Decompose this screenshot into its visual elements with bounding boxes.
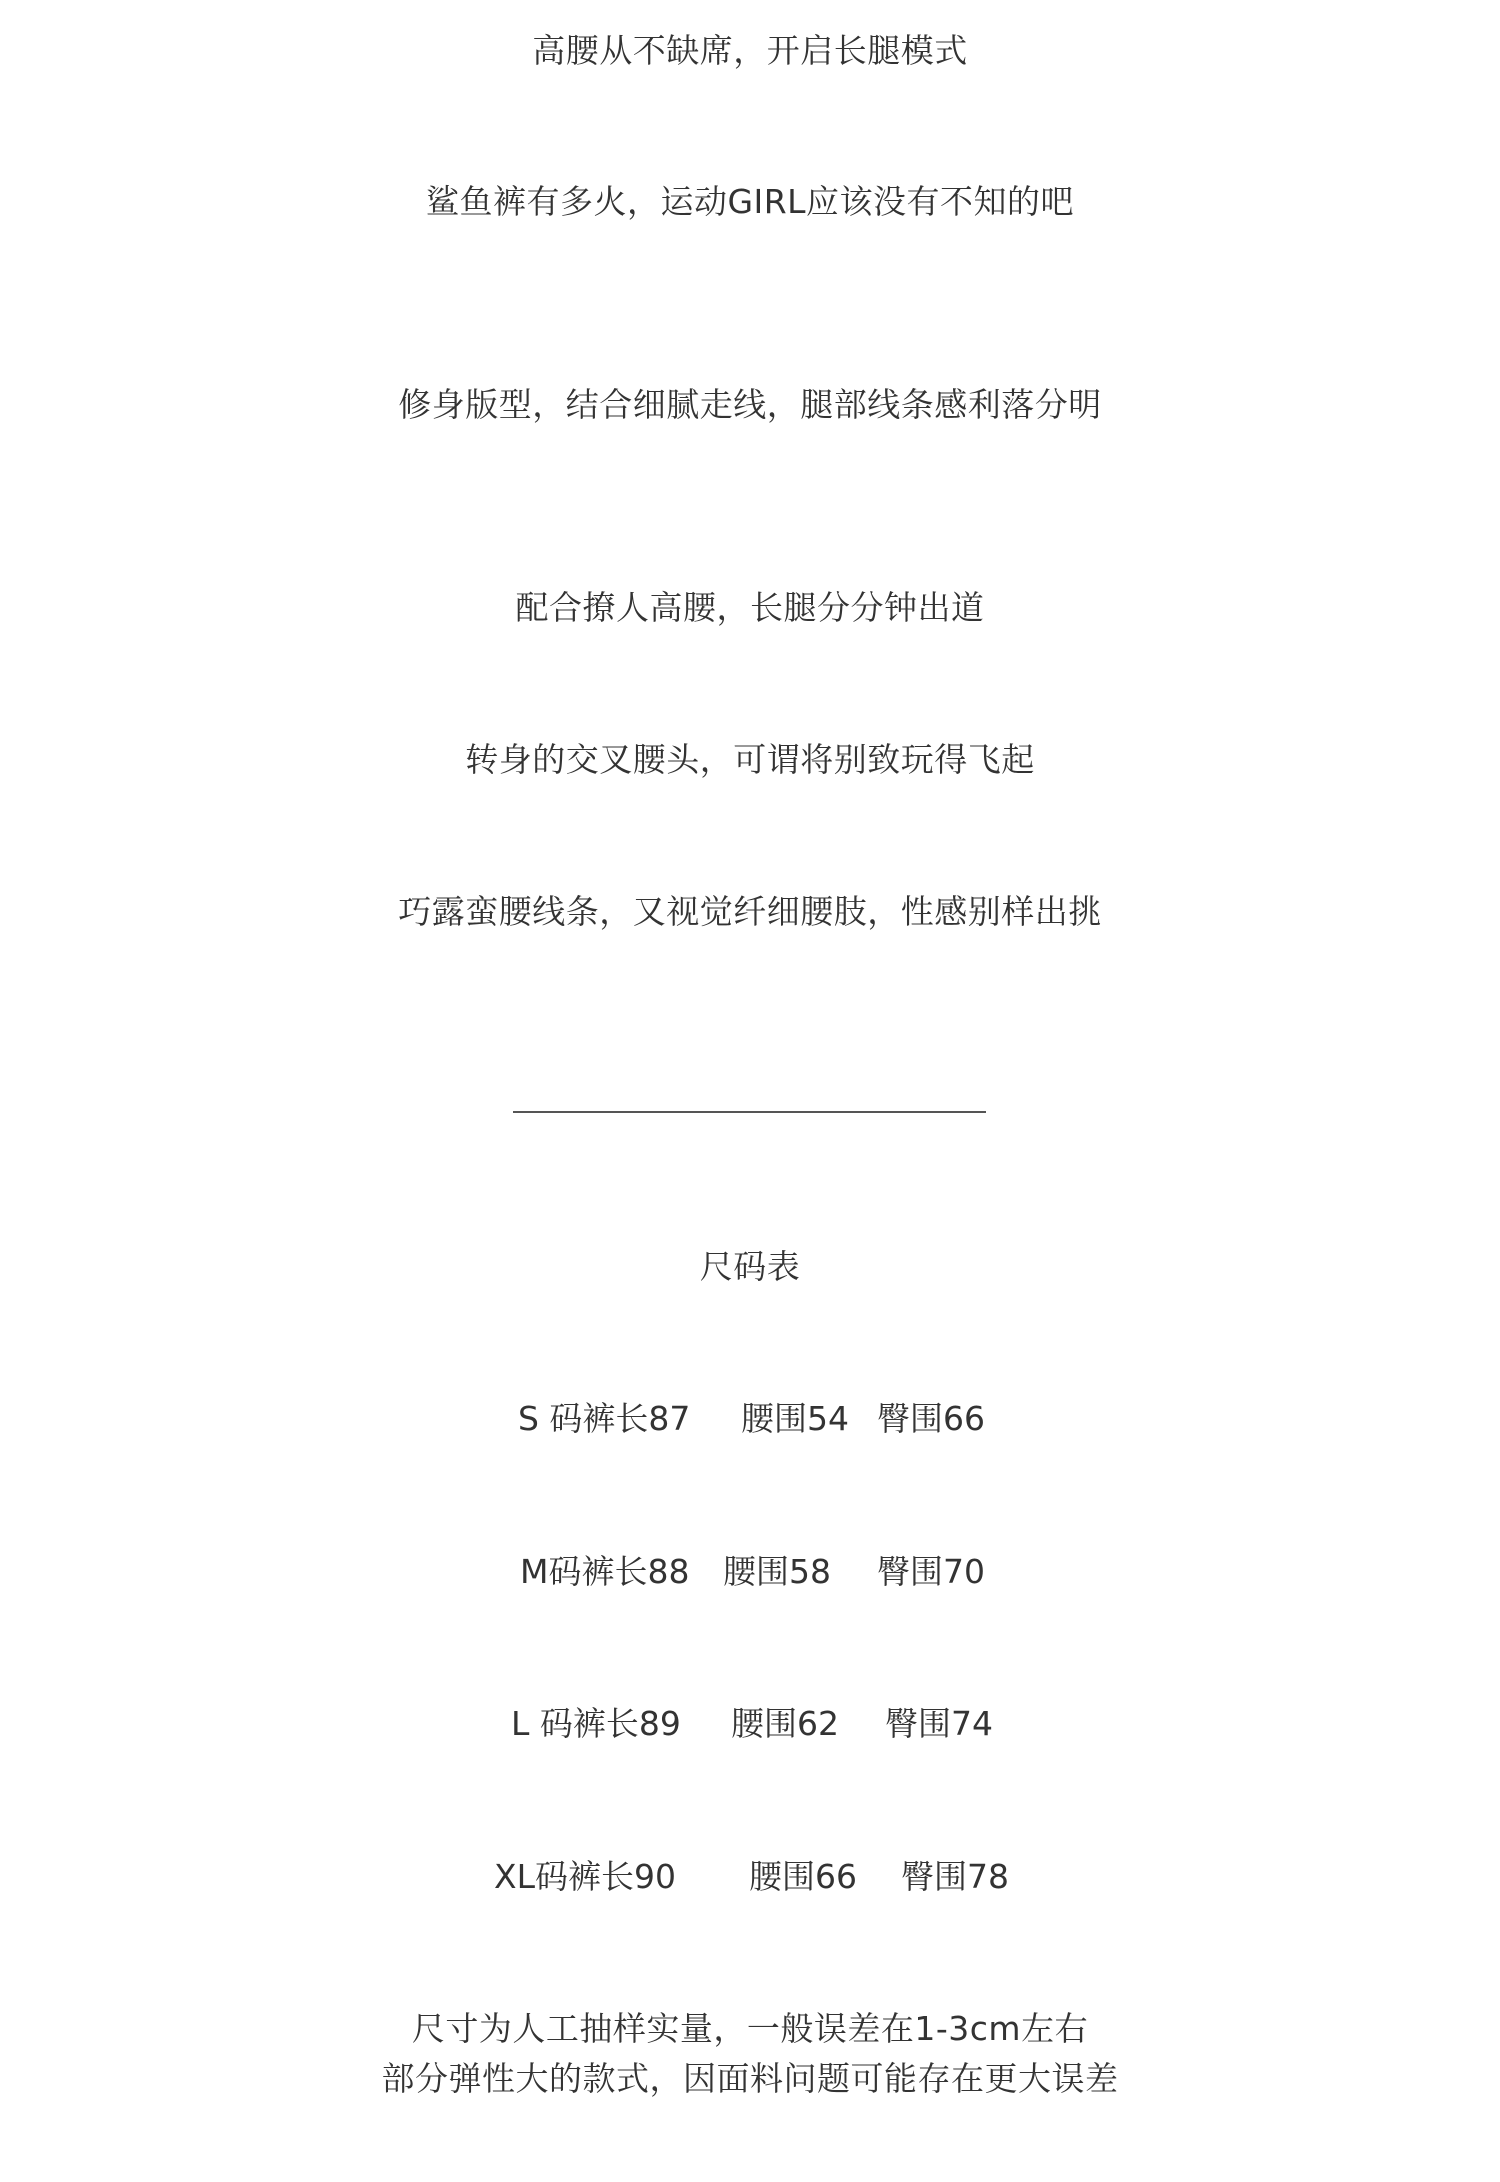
- note-line-2: 部分弹性大的款式，因面料问题可能存在更大误差: [381, 2059, 1119, 2098]
- waist-value: 腰围58: [723, 1552, 831, 1591]
- section-divider: [513, 1111, 986, 1113]
- hip-value: 臀围74: [885, 1704, 993, 1743]
- intro-line-5: 转身的交叉腰头，可谓将别致玩得飞起: [465, 740, 1035, 779]
- size-chart-title: 尺码表: [699, 1247, 801, 1286]
- intro-line-1: 高腰从不缺席，开启长腿模式: [532, 31, 968, 70]
- hip-value: 臀围78: [901, 1857, 1009, 1896]
- intro-line-4: 配合撩人高腰，长腿分分钟出道: [515, 588, 985, 627]
- hip-value: 臀围70: [877, 1552, 985, 1591]
- note-line-1: 尺寸为人工抽样实量，一般误差在1-3cm左右: [411, 2009, 1089, 2048]
- size-length: XL码裤长90: [494, 1857, 676, 1896]
- size-row-l: [0, 1699, 993, 1749]
- intro-line-2: 鲨鱼裤有多火，运动GIRL应该没有不知的吧: [425, 182, 1075, 221]
- waist-value: 腰围54: [741, 1399, 849, 1438]
- intro-line-6: 巧露蛮腰线条，又视觉纤细腰肢，性感别样出挑: [398, 892, 1102, 931]
- size-length: M码裤长88: [520, 1552, 690, 1591]
- size-row-m: [0, 1547, 985, 1597]
- hip-value: 臀围66: [877, 1399, 985, 1438]
- waist-value: 腰围66: [749, 1857, 857, 1896]
- intro-line-3: 修身版型，结合细腻走线，腿部线条感利落分明: [398, 385, 1102, 424]
- size-row-xl: [0, 1852, 1009, 1902]
- size-row-s: [0, 1394, 985, 1444]
- size-length: L 码裤长89: [511, 1704, 681, 1743]
- size-length: S 码裤长87: [518, 1399, 691, 1438]
- waist-value: 腰围62: [731, 1704, 839, 1743]
